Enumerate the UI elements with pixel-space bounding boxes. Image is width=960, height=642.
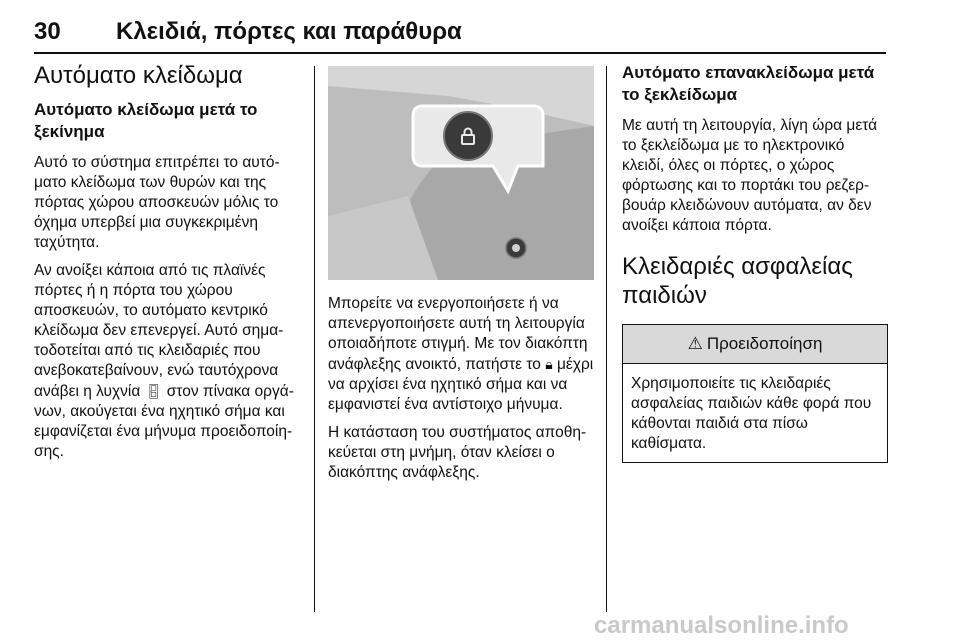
paragraph-auto-lock-intro: Αυτό το σύστημα επιτρέπει το αυτό-ματο κλείδωμα των θυρών και της πόρτας χώρου αποσκευών μόλις το όχημα υπερβεί μια συγκεκριμένη ταχύτητα. [34,154,280,251]
dashboard-illustration [328,66,594,280]
paragraph-auto-relock: Με αυτή τη λειτουργία, λίγη ώρα μετά το ξεκλείδωμα με το ηλεκτρονικό κλειδί, όλες οι πόρτες, ο χώρος φόρτωσης και το πορτάκι του ρεζερ-βουάρ κλειδώνουν αυτόματα, αν δεν ανοίξει κάποια πόρτα. [622,117,878,234]
column-divider-2 [606,66,607,612]
page-number: 30 [34,18,61,45]
central-lock-button-photo [328,66,594,280]
page-header [34,18,886,50]
subsection-title-auto-relock: Αυτόματο επανακλείδωμα μετά το ξεκλείδωμα [622,63,875,104]
lock-button-icon [456,124,480,148]
paragraph-state-memory: Η κατάσταση του συστήματος αποθη-κεύεται στη μνήμη, όταν κλείσει ο διακόπτης ανάφλεξης. [328,424,587,481]
section-title-auto-lock: Αυτόματο κλείδωμα [34,62,243,89]
door-open-icon: 🚪︎ [144,383,163,399]
section-title-child-locks: Κλειδαριές ασφαλείας παιδιών [622,253,853,309]
warning-header [623,325,887,364]
paragraph-auto-lock-doors: Αν ανοίξει κάποια από τις πλαϊνές πόρτες ή η πόρτα του χώρου αποσκευών, το αυτόματο κεντρικό κλείδωμα δεν επενεργεί. Αυτό σημα-τοδοτείται από τις κλειδαριές που ανεβοκατεβαίνουν, ενώ ταυτόχρονα ανάβει η λυχνία 🚪︎ στον πίνακα οργά-νων, ακούγεται ένα ηχητικό σήμα και εμφανίζεται ένα μήνυμα προειδοποίη-σης. [34,262,294,460]
warning-triangle-icon: ⚠ [687,334,703,353]
paragraph-enable-disable: Μπορείτε να ενεργοποιήσετε ή να απενεργοποιήσετε αυτή τη λειτουργία οποιαδήποτε στιγμή. Με τον διακόπτη ανάφλεξης ανοικτό, πατήστε το 🔒︎ μέχρι να αρχίσει ένα ηχητικό σήμα και να εμφανιστεί ένα αντίστοιχο μήνυμα. [328,295,594,413]
lock-icon: 🔒︎ [545,356,553,372]
header-rule [34,52,886,54]
warning-box [622,324,888,463]
warning-title: Προειδοποίηση [706,334,823,353]
chapter-title: Κλειδιά, πόρτες και παράθυρα [116,18,462,45]
watermark: carmanualsonline.info [594,612,849,639]
column-divider-1 [314,66,315,612]
column-left [34,62,302,470]
subsection-title-auto-lock-after-start: Αυτόματο κλείδωμα μετά το ξεκίνημα [34,100,258,141]
column-right [622,62,888,463]
warning-body: Χρησιμοποιείτε τις κλειδαριές ασφαλείας παιδιών κάθε φορά που κάθονται παιδιά στα πίσω καθίσματα. [631,375,872,452]
column-middle [328,62,594,491]
